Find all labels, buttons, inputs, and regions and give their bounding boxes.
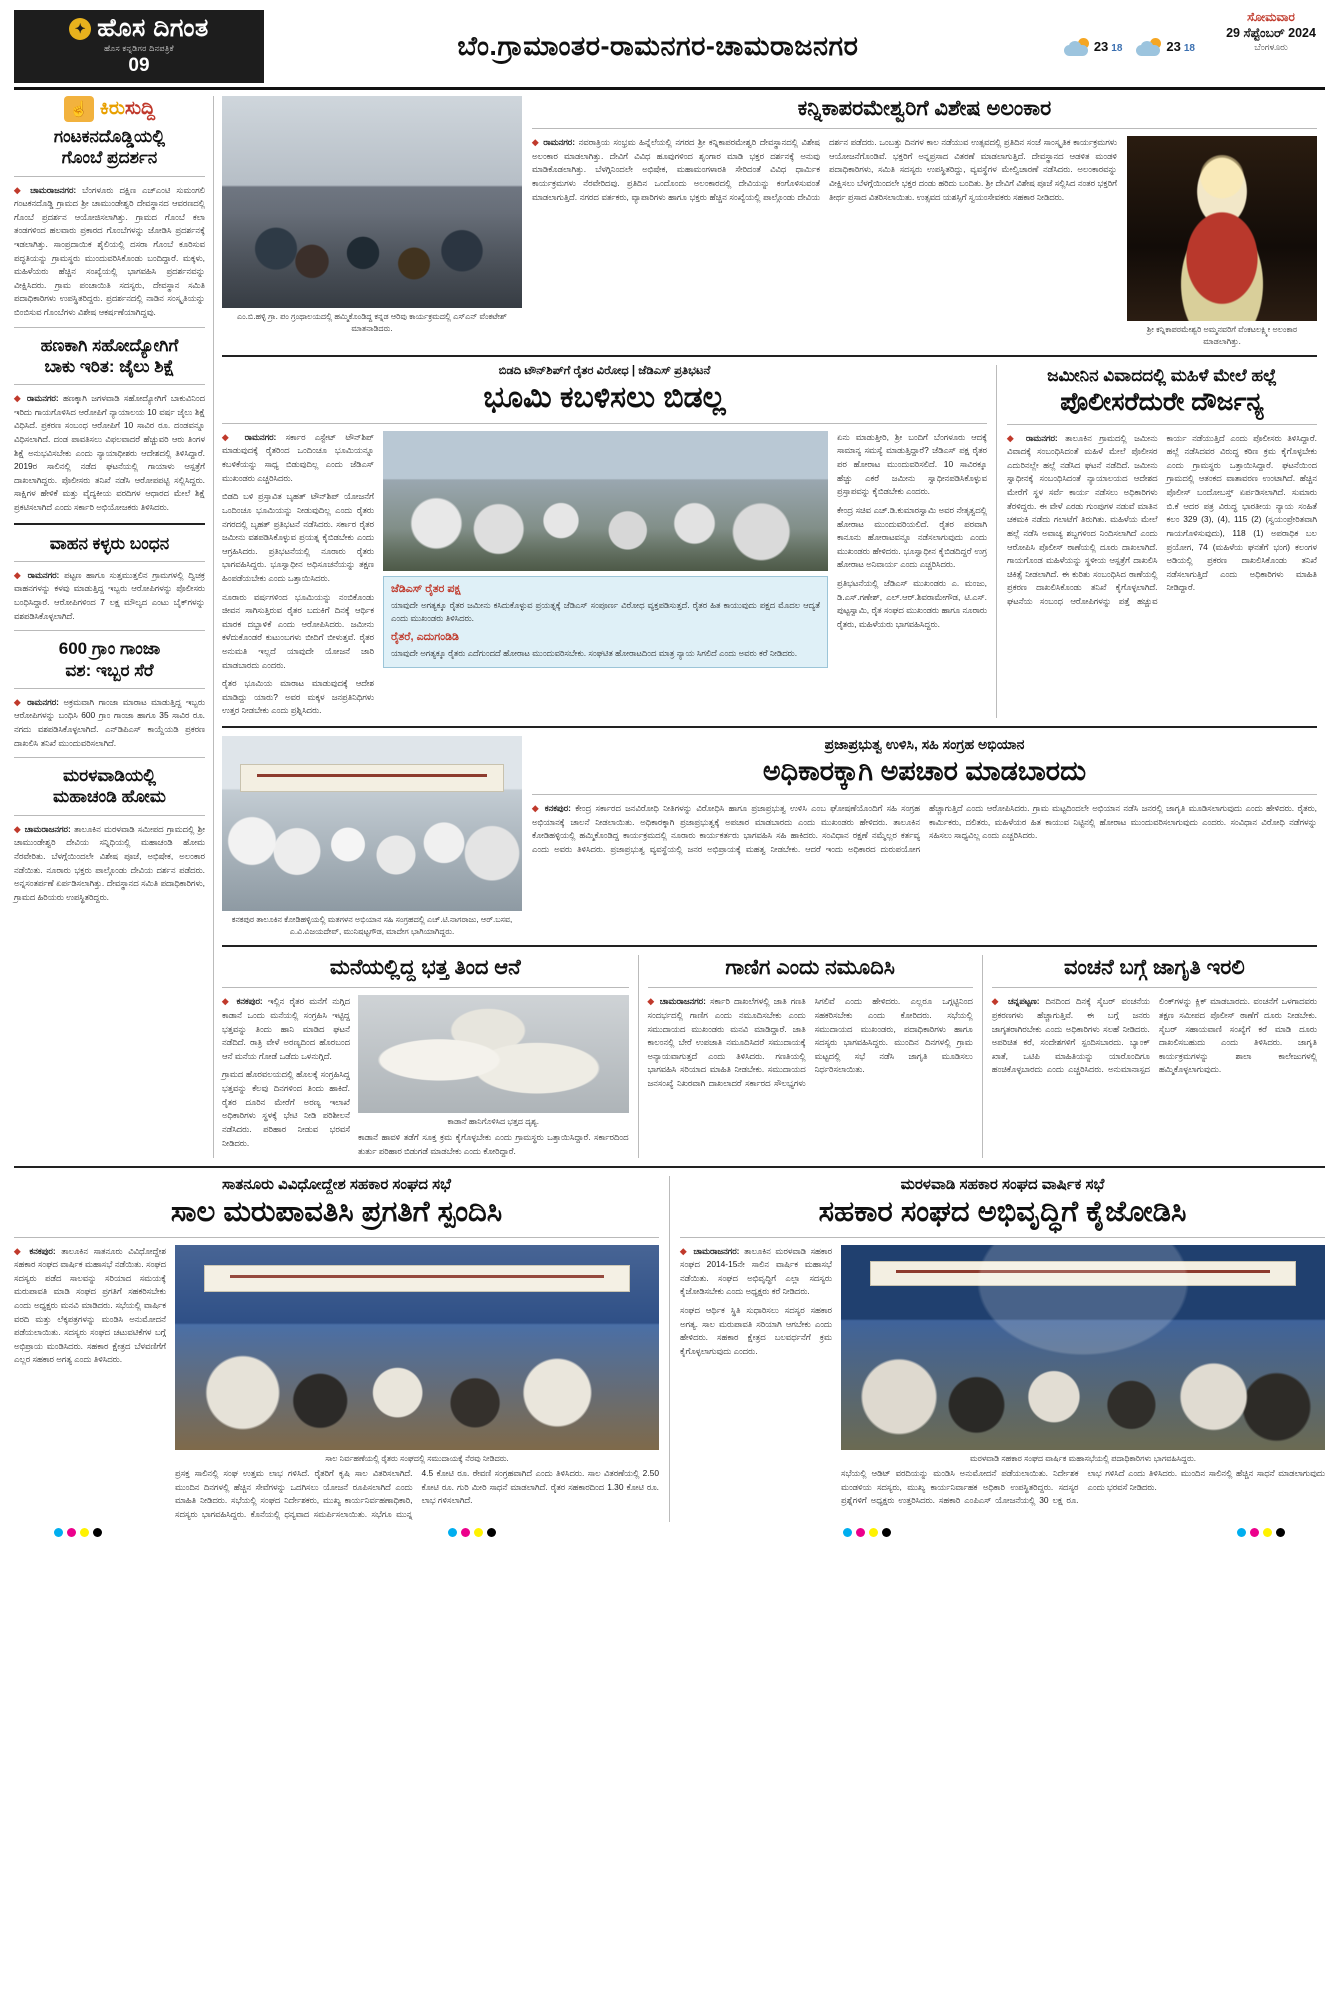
story-alankara-headline: ಕನ್ನಿಕಾಪರಮೇಶ್ವರಿಗೆ ವಿಶೇಷ ಅಲಂಕಾರ (797, 97, 1052, 120)
story-bhoomi-body-6: ಕೇಂದ್ರ ಸಚಿವ ಎಚ್.ಡಿ.ಕುಮಾರಸ್ವಾಮಿ ಅವರ ನೇತೃತ್ವದಲ್ಲಿ ಹೋರಾಟ ಮುಂದುವರಿಯಲಿದೆ. ರೈತರ ಪರವಾಗಿ ಕಾನೂನು ಹೋರಾಟವನ್ನೂ ನಡೆಸಲಾಗುವುದು ಎಂದು ಮುಖಂಡರು ಹೇಳಿದರು. ಭೂಸ್ವಾಧೀನ ಕೈಬಿಡದಿದ್ದರೆ ಉಗ್ರ ಹೋರಾಟ ಅನಿವಾರ್ಯ ಎಂದು ಎಚ್ಚರಿಸಿದರು. (837, 504, 987, 570)
brief-body: ಬೆಂಗಳೂರು ದಕ್ಷಿಣ ಎಚ್‌ಎಂಟಿ ಸುಮಂಗಲಿ ಗಂಟಕನದೊಡ್ಡಿ ಗ್ರಾಮದ ಶ್ರೀ ಚಾಮುಂಡೇಶ್ವರಿ ದೇವಸ್ಥಾನದ ಆವರಣದಲ್ಲಿ ಗೊಂಬೆ ಪ್ರದರ್ಶನ ಆಯೋಜಿಸಲಾಗಿತ್ತು. ಗ್ರಾಮದ ಗೊಂಬೆ ಕಲಾ ತಂಡಗಳಿಂದ ಹಲವಾರು ಪ್ರಕಾರದ ಗೊಂಬೆಗಳನ್ನು ಜೋಡಿಸಿ ಪ್ರದರ್ಶನಕ್ಕೆ ಇಡಲಾಗಿತ್ತು. ಸಾಂಪ್ರದಾಯಿಕ ಶೈಲಿಯಲ್ಲಿ ದಸರಾ ಗೊಂಬೆ ಕೂರಿಸುವ ಪದ್ಧತಿಯನ್ನು ಗ್ರಾಮಸ್ಥರು ಮುಂದುವರಿಸಿಕೊಂಡು ಬಂದಿದ್ದಾರೆ. ಮಕ್ಕಳು, ಮಹಿಳೆಯರು ಹೆಚ್ಚಿನ ಸಂಖ್ಯೆಯಲ್ಲಿ ಭಾಗವಹಿಸಿ ಪ್ರದರ್ಶನವನ್ನು ವೀಕ್ಷಿಸಿದರು. ಗ್ರಾಮ ಪಂಚಾಯಿತಿ ಸದಸ್ಯರು, ದೇವಸ್ಥಾನ ಸಮಿತಿ ಪದಾಧಿಕಾರಿಗಳು ಉಪಸ್ಥಿತರಿದ್ದರು. ಪ್ರದರ್ಶನದಲ್ಲಿ ನಾಡಿನ ಸಂಸ್ಕೃತಿಯನ್ನು ಬಿಂಬಿಸುವ ಗೊಂಬೆಗಳು ವಿಶೇಷ ಆಕರ್ಷಣೆಯಾಗಿದ್ದವು. (14, 184, 206, 317)
row-two (222, 365, 1317, 718)
brief-dateline: ರಾಮನಗರ: (27, 569, 60, 580)
story-fraud: ವಂಚನೆ ಬಗ್ಗೆ ಜಾಗೃತಿ ಇರಲಿ ◆ ಚನ್ನಪಟ್ಟಣ: ದಿನದಿಂದ ದಿನಕ್ಕೆ ಸೈಬರ್ ವಂಚನೆಯ ಪ್ರಕರಣಗಳು ಹೆಚ್ಚಾಗುತ್ತಿವೆ. ಈ ಬಗ್ಗೆ ಜನರು ಜಾಗೃತರಾಗಿರಬೇಕು ಎಂದು ಅಧಿಕಾರಿಗಳು ಸಲಹೆ ನೀಡಿದರು. ಅಪರಿಚಿತ ಕರೆ, ಸಂದೇಶಗಳಿಗೆ ಸ್ಪಂದಿಸಬಾರದು. ಬ್ಯಾಂಕ್ ಖಾತೆ, ಒಟಿಪಿ ಮಾಹಿತಿಯನ್ನು ಯಾರೊಂದಿಗೂ ಹಂಚಿಕೊಳ್ಳಬಾರದು ಎಂದು ಎಚ್ಚರಿಸಿದರು. ಅನುಮಾನಾಸ್ಪದ ಲಿಂಕ್‌ಗಳನ್ನು ಕ್ಲಿಕ್ ಮಾಡಬಾರದು. ವಂಚನೆಗೆ ಒಳಗಾದವರು ತಕ್ಷಣ ಸಮೀಪದ ಪೊಲೀಸ್ ಠಾಣೆಗೆ ದೂರು ನೀಡಬೇಕು. ಸೈಬರ್ ಸಹಾಯವಾಣಿ ಸಂಖ್ಯೆಗೆ ಕರೆ ಮಾಡಿ ದೂರು ದಾಖಲಿಸಬಹುದು ಎಂದು ತಿಳಿಸಿದರು. ಜಾಗೃತಿ ಕಾರ್ಯಕ್ರಮಗಳನ್ನು ಶಾಲಾ ಕಾಲೇಜುಗಳಲ್ಲಿ ಹಮ್ಮಿಕೊಳ್ಳಲಾಗುವುದು. (991, 956, 1317, 1075)
publication-title: ಹೊಸ ದಿಗಂತ (97, 14, 209, 42)
story-bhoomi-body-3: ನೂರಾರು ವರ್ಷಗಳಿಂದ ಭೂಮಿಯನ್ನು ನಂಬಿಕೊಂಡು ಜೀವನ ಸಾಗಿಸುತ್ತಿರುವ ರೈತರ ಬದುಕಿಗೆ ದಿನಕ್ಕೆ ಆರ್ಥಿಕ ಮಾರಕ ದಬ್ಬಾಳಿಕೆ ಎಂದು ಆರೋಪಿಸಿದರು. ಜಮೀನು ಕಳೆದುಕೊಂಡರೆ ಕುಟುಂಬಗಳು ಬೀದಿಗೆ ಬೀಳುತ್ತವೆ. ರೈತರ ಅನುಮತಿ ಇಲ್ಲದೆ ಯಾವುದೇ ಯೋಜನೆ ಜಾರಿ ಮಾಡಬಾರದು ಎಂದರು. (222, 591, 374, 670)
story-alankara: ಕನ್ನಿಕಾಪರಮೇಶ್ವರಿಗೆ ವಿಶೇಷ ಅಲಂಕಾರ ◆ ರಾಮನಗರ: ನವರಾತ್ರಿಯ ಸಂಭ್ರಮ ಹಿನ್ನೆಲೆಯಲ್ಲಿ ನಗರದ ಶ್ರೀ ಕನ್ನಿಕಾಪರಮೇಶ್ವರಿ ದೇವಸ್ಥಾನದಲ್ಲಿ ವಿಶೇಷ ಅಲಂಕಾರ ಮಾಡಲಾಗಿತ್ತು. ದೇವಿಗೆ ವಿವಿಧ ಹೂವುಗಳಿಂದ ಶೃಂಗಾರ ಮಾಡಿ ಭಕ್ತರ ದರ್ಶನಕ್ಕೆ ಅನುವು ಮಾಡಿಕೊಡಲಾಗಿತ್ತು. ಬೆಳಗ್ಗಿನಿಂದಲೇ ಅಭಿಷೇಕ, ಮಹಾಮಂಗಳಾರತಿ ಸೇರಿದಂತೆ ವಿವಿಧ ಧಾರ್ಮಿಕ ಕಾರ್ಯಕ್ರಮಗಳು ನೆರವೇರಿದವು. ಪ್ರತಿದಿನ ಒಂದೊಂದು ಅಲಂಕಾರದಲ್ಲಿ ದೇವಿಯನ್ನು ಕಂಗೊಳಿಸುವಂತೆ ಮಾಡಲಾಗುತ್ತಿದೆ. ನಗರದ ವರ್ತಕರು, ವ್ಯಾಪಾರಿಗಳು ಹಾಗೂ ಭಕ್ತರು ಹೆಚ್ಚಿನ ಸಂಖ್ಯೆಯಲ್ಲಿ ಪಾಲ್ಗೊಂಡು ದೇವಿಯ ದರ್ಶನ ಪಡೆದರು. ಒಂಬತ್ತು ದಿನಗಳ ಕಾಲ ನಡೆಯುವ ಉತ್ಸವದಲ್ಲಿ ಪ್ರತಿದಿನ ಸಂಜೆ ಸಾಂಸ್ಕೃತಿಕ ಕಾರ್ಯಕ್ರಮಗಳು ಆಯೋಜನೆಗೊಂಡಿವೆ. ಭಕ್ತರಿಗೆ ಅನ್ನಪ್ರಸಾದ ವಿತರಣೆ ಮಾಡಲಾಗುತ್ತಿದೆ. ದೇವಸ್ಥಾನದ ಆಡಳಿತ ಮಂಡಳಿ ಪದಾಧಿಕಾರಿಗಳು, ಸಮಿತಿ ಸದಸ್ಯರು ಉಪಸ್ಥಿತರಿದ್ದು, ವ್ಯವಸ್ಥೆಗಳ ಮೇಲ್ವಿಚಾರಣೆ ನಡೆಸಿದರು. ಅಲಂಕಾರವನ್ನು ವೀಕ್ಷಿಸಲು ಬೆಳಗ್ಗೆಯಿಂದಲೇ ಭಕ್ತರ ದಂಡು ಹರಿದು ಬಂದಿತು. ಶ್ರೀ ದೇವಿಗೆ ವಿಶೇಷ ಪೂಜೆ ಸಲ್ಲಿಸಿದ ನಂತರ ಭಕ್ತರಿಗೆ ತೀರ್ಥ ಪ್ರಸಾದ ವಿತರಿಸಲಾಯಿತು. ಉತ್ಸವದ ಯಶಸ್ಸಿಗೆ ಸ್ವಯಂಸೇವಕರು ಸಹಕಾರ ನೀಡಿದರು. ಶ್ರೀ ಕನ್ನಿಕಾಪರಮೇಶ್ವರಿ ಅಮ್ಮನವರಿಗೆ ವೆಂಕಟಲಕ್ಷ್ಮೀ ಅಲಂಕಾರ ಮಾಡಲಾಗಿತ್ತು. (532, 96, 1317, 347)
dotset-center-2 (843, 1528, 891, 1537)
dotset-right (1237, 1528, 1285, 1537)
story-sathanur-kicker: ಸಾತನೂರು ವಿವಿಧೋದ್ದೇಶ ಸಹಕಾರ ಸಂಘದ ಸಭೆ (222, 1176, 451, 1194)
signature-campaign-photo (222, 736, 522, 911)
signature-campaign-block (222, 736, 522, 937)
story-maralavadi-body-4: ಸಹಕಾರಿ ಎಂಪಿಎಸ್ ಯೋಜನೆಯಲ್ಲಿ 30 ಲಕ್ಷ ರೂ. ಲಾಭ ಗಳಿಸಿದೆ ಎಂದು ತಿಳಿಸಿದರು. ಮುಂದಿನ ಸಾಲಿನಲ್ಲಿ ಹೆಚ್ಚಿನ ಸಾಧನೆ ಮಾಡಲಾಗುವುದು ಎಂದು ಭರವಸೆ ನೀಡಿದರು. (938, 1468, 1325, 1506)
story-maralavadi-body-3: ಸಭೆಯಲ್ಲಿ ಆಡಿಟ್ ವರದಿಯನ್ನು ಮಂಡಿಸಿ ಅನುಮೋದನೆ ಪಡೆಯಲಾಯಿತು. ನಿರ್ದೇಶಕ ಮಂಡಳಿಯ ಸದಸ್ಯರು, ಮುಖ್ಯ ಕಾರ್ಯನಿರ್ವಾಹಕ ಅಧಿಕಾರಿ ಉಪಸ್ಥಿತರಿದ್ದರು. ಸದಸ್ಯರ ಪ್ರಶ್ನೆಗಳಿಗೆ ಅಧ್ಯಕ್ಷರು ಉತ್ತರಿಸಿದರು. (841, 1468, 1079, 1506)
story-maralavadi-body: ತಾಲೂಕಿನ ಮರಳವಾಡಿ ಸಹಕಾರ ಸಂಘದ 2014-15ನೇ ಸಾಲಿನ ವಾರ್ಷಿಕ ಮಹಾಸಭೆ ನಡೆಯಿತು. ಸಂಘದ ಅಭಿವೃದ್ಧಿಗೆ ಎಲ್ಲಾ ಸದಸ್ಯರು ಕೈಜೋಡಿಸಬೇಕು ಎಂದು ಅಧ್ಯಕ್ಷರು ಕರೆ ನೀಡಿದರು. (680, 1245, 833, 1297)
story-fraud-body: ದಿನದಿಂದ ದಿನಕ್ಕೆ ಸೈಬರ್ ವಂಚನೆಯ ಪ್ರಕರಣಗಳು ಹೆಚ್ಚಾಗುತ್ತಿವೆ. ಈ ಬಗ್ಗೆ ಜನರು ಜಾಗೃತರಾಗಿರಬೇಕು ಎಂದು ಅಧಿಕಾರಿಗಳು ಸಲಹೆ ನೀಡಿದರು. (991, 996, 1150, 1034)
page-number: 09 (128, 55, 150, 76)
story-police-body: ತಾಲೂಕಿನ ಗ್ರಾಮದಲ್ಲಿ ಜಮೀನು ವಿವಾದಕ್ಕೆ ಸಂಬಂಧಿಸಿದಂತೆ ಮಹಿಳೆ ಮೇಲೆ ಪೊಲೀಸರ ಎದುರಿನಲ್ಲೇ ಹಲ್ಲೆ ನಡೆಸಿದ ಘಟನೆ ನಡೆದಿದೆ. ಜಮೀನು ಸ್ವಾಧೀನಕ್ಕೆ ಸಂಬಂಧಿಸಿದಂತೆ ನ್ಯಾಯಾಲಯದ ಆದೇಶದ ಮೇರೆಗೆ ಸ್ಥಳ ಸರ್ವೆ ಕಾರ್ಯ ನಡೆಸಲು ಅಧಿಕಾರಿಗಳು ತೆರಳಿದ್ದರು. ಈ ವೇಳೆ ಎರಡು ಗುಂಪುಗಳ ನಡುವೆ ಮಾತಿನ ಚಕಮಕಿ ನಡೆದು ಗಲಾಟೆಗೆ ತಿರುಗಿತು. ಮಹಿಳೆಯ ಮೇಲೆ ಹಲ್ಲೆ ನಡೆಸಿ ಅವಾಚ್ಯ ಶಬ್ದಗಳಿಂದ ನಿಂದಿಸಲಾಗಿದೆ ಎಂದು ಆರೋಪಿಸಿ ಪೊಲೀಸ್ ಠಾಣೆಯಲ್ಲಿ ದೂರು ದಾಖಲಾಗಿದೆ. ಗಾಯಗೊಂಡ ಮಹಿಳೆಯನ್ನು ಸ್ಥಳೀಯ ಆಸ್ಪತ್ರೆಗೆ ದಾಖಲಿಸಿ ಚಿಕಿತ್ಸೆ ನೀಡಲಾಗಿದೆ. ಈ ಕುರಿತು ಸಂಬಂಧಿಸಿದ ಠಾಣೆಯಲ್ಲಿ ಪ್ರಕರಣ ದಾಖಲಿಸಿಕೊಂಡು ತನಿಖೆ ಕೈಗೊಳ್ಳಲಾಗಿದೆ. ಘಟನೆಯ ಸಂಬಂಧ ಆರೋಪಿಗಳನ್ನು ಪತ್ತೆ ಹಚ್ಚುವ ಕಾರ್ಯ ನಡೆಯುತ್ತಿದೆ ಎಂದು ಪೊಲೀಸರು ತಿಳಿಸಿದ್ದಾರೆ. ಹಲ್ಲೆ ನಡೆಸಿದವರ ವಿರುದ್ಧ ಕಠಿಣ ಕ್ರಮ ಕೈಗೊಳ್ಳಬೇಕು ಎಂದು ಗ್ರಾಮಸ್ಥರು ಒತ್ತಾಯಿಸಿದ್ದಾರೆ. ಘಟನೆಯಿಂದ ಗ್ರಾಮದಲ್ಲಿ ಆತಂಕದ ವಾತಾವರಣ ಉಂಟಾಗಿದೆ. ಹೆಚ್ಚಿನ ಪೊಲೀಸ್ ಬಂದೋಬಸ್ತ್ ಏರ್ಪಡಿಸಲಾಗಿದೆ. (1007, 432, 1317, 606)
jds-box-body-2: ಯಾವುದೇ ಅಗತ್ಯಕ್ಕೂ ರೈತರು ಎದೆಗುಂದದೆ ಹೋರಾಟ ಮುಂದುವರಿಸಬೇಕು. ಸಂಘಟಿತ ಹೋರಾಟದಿಂದ ಮಾತ್ರ ನ್ಯಾಯ ಸಿಗಲಿದೆ ಎಂದು ಅವರು ಕರೆ ನೀಡಿದರು. (391, 648, 798, 659)
brief-body: ತಾಲೂಕಿನ ಮರಳವಾಡಿ ಸಮೀಪದ ಗ್ರಾಮದಲ್ಲಿ ಶ್ರೀ ಚಾಮುಂಡೇಶ್ವರಿ ದೇವಿಯ ಸನ್ನಿಧಿಯಲ್ಲಿ ಮಹಾಚಂಡಿ ಹೋಮ ನೆರವೇರಿತು. ಬೆಳಗ್ಗೆಯಿಂದಲೇ ವಿಶೇಷ ಪೂಜೆ, ಅಭಿಷೇಕ, ಅಲಂಕಾರ ನಡೆಯಿತು. ನೂರಾರು ಭಕ್ತರು ಪಾಲ್ಗೊಂಡು ದೇವಿಯ ದರ್ಶನ ಪಡೆದರು. ಅನ್ನಸಂತರ್ಪಣೆ ಏರ್ಪಡಿಸಲಾಗಿತ್ತು. ದೇವಸ್ಥಾನದ ಸಮಿತಿ ಪದಾಧಿಕಾರಿಗಳು, ಗ್ರಾಮದ ಹಿರಿಯರು ಉಪಸ್ಥಿತರಿದ್ದರು. (14, 823, 205, 902)
weather-high-2: 23 (1166, 39, 1181, 54)
jds-box-title-2: ರೈತರೆ, ಎದುಗಂಡಿಡಿ (391, 631, 459, 644)
story-sathanur-body: ತಾಲೂಕಿನ ಸಾತನೂರು ವಿವಿಧೋದ್ದೇಶ ಸಹಕಾರ ಸಂಘದ ವಾರ್ಷಿಕ ಮಹಾಸಭೆ ನಡೆಯಿತು. ಸಂಘದ ಸದಸ್ಯರು ಪಡೆದ ಸಾಲವನ್ನು ಸರಿಯಾದ ಸಮಯಕ್ಕೆ ಮರುಪಾವತಿ ಮಾಡಿ ಸಂಘದ ಪ್ರಗತಿಗೆ ಸಹಕರಿಸಬೇಕು ಎಂದು ಅಧ್ಯಕ್ಷರು ಮನವಿ ಮಾಡಿದರು. ಸಭೆಯಲ್ಲಿ ವಾರ್ಷಿಕ ವರದಿ ಮತ್ತು ಲೆಕ್ಕಪತ್ರಗಳನ್ನು ಮಂಡಿಸಿ ಅನುಮೋದನೆ ಪಡೆಯಲಾಯಿತು. ಸದಸ್ಯರು ಸಂಘದ ಚಟುವಟಿಕೆಗಳ ಬಗ್ಗೆ ಅಭಿಪ್ರಾಯ ಮಂಡಿಸಿದರು. ಸಹಕಾರ ಕ್ಷೇತ್ರದ ಬೆಳವಣಿಗೆಗೆ ಎಲ್ಲರ ಸಹಕಾರ ಅಗತ್ಯ ಎಂದು ತಿಳಿಸಿದರು. (14, 1245, 167, 1365)
story-democracy-dateline: ಕನಕಪುರ: (544, 803, 571, 814)
story-bhoomi-body-5: ಏನು ಮಾಡುತ್ತೀರಿ, ಶ್ರೀ ಬಂದಿಗೆ ಬೆಂಗಳೂರು ಆದಕ್ಕೆ ಸಾಮಾನ್ಯ ಸಮಸ್ಯೆ ಮಾಡುತ್ತಿದ್ದಾರೆ? ಜೆಡಿಎಸ್ ಪಕ್ಷ ರೈತರ ಪರ ಹೋರಾಟ ಮುಂದುವರಿಸಲಿದೆ. 10 ಸಾವಿರಕ್ಕೂ ಹೆಚ್ಚು ಎಕರೆ ಜಮೀನು ಸ್ವಾಧೀನಪಡಿಸಿಕೊಳ್ಳುವ ಪ್ರಸ್ತಾಪವನ್ನು ಕೈಬಿಡಬೇಕು ಎಂದರು. (837, 431, 987, 497)
story-sathanur-headline: ಸಾಲ ಮರುಪಾವತಿಸಿ ಪ್ರಗತಿಗೆ ಸ್ಪಂದಿಸಿ (170, 1196, 503, 1229)
day-of-week: ಸೋಮವಾರ (1247, 10, 1295, 24)
story-sathanur-body-3: ಸಭೆಯಲ್ಲಿ ಸಂಘದ ನಿರ್ದೇಶಕರು, ಮುಖ್ಯ ಕಾರ್ಯನಿರ್ವಹಣಾಧಿಕಾರಿ, ಸದಸ್ಯರು ಭಾಗವಹಿಸಿದ್ದರು. ಕೊನೆಯಲ್ಲಿ ಧನ್ಯವಾದ ಸಮರ್ಪಿಸಲಾಯಿತು. (175, 1495, 413, 1520)
maralavadi-meeting-photo (841, 1245, 1325, 1450)
brief-item-4: 600 ಗ್ರಾಂ ಗಾಂಜಾ ವಶ: ಇಬ್ಬರ ಸೆರೆ ◆ ರಾಮನಗರ: ಅಕ್ರಮವಾಗಿ ಗಾಂಜಾ ಮಾರಾಟ ಮಾಡುತ್ತಿದ್ದ ಇಬ್ಬರು ಆರೋಪಿಗಳನ್ನು ಬಂಧಿಸಿ 600 ಗ್ರಾಂ ಗಾಂಜಾ ಹಾಗೂ 35 ಸಾವಿರ ರೂ. ನಗದು ವಶಪಡಿಸಿಕೊಳ್ಳಲಾಗಿದೆ. ಎನ್‌ಡಿಪಿಎಸ್ ಕಾಯ್ದೆಯಡಿ ಪ್ರಕರಣ ದಾಖಲಿಸಿ ತನಿಖೆ ಮುಂದುವರಿಸಲಾಗಿದೆ. (14, 639, 206, 748)
registration-marks (14, 1522, 1325, 1537)
story-alankara-body: ನವರಾತ್ರಿಯ ಸಂಭ್ರಮ ಹಿನ್ನೆಲೆಯಲ್ಲಿ ನಗರದ ಶ್ರೀ ಕನ್ನಿಕಾಪರಮೇಶ್ವರಿ ದೇವಸ್ಥಾನದಲ್ಲಿ ವಿಶೇಷ ಅಲಂಕಾರ ಮಾಡಲಾಗಿತ್ತು. ದೇವಿಗೆ ವಿವಿಧ ಹೂವುಗಳಿಂದ ಶೃಂಗಾರ ಮಾಡಿ ಭಕ್ತರ ದರ್ಶನಕ್ಕೆ ಅನುವು ಮಾಡಿಕೊಡಲಾಗಿತ್ತು. ಬೆಳಗ್ಗಿನಿಂದಲೇ ಅಭಿಷೇಕ, ಮಹಾಮಂಗಳಾರತಿ ಸೇರಿದಂತೆ ವಿವಿಧ ಧಾರ್ಮಿಕ ಕಾರ್ಯಕ್ರಮಗಳು ನೆರವೇರಿದವು. ಪ್ರತಿದಿನ ಒಂದೊಂದು ಅಲಂಕಾರದಲ್ಲಿ ದೇವಿಯನ್ನು ಕಂಗೊಳಿಸುವಂತೆ ಮಾಡಲಾಗುತ್ತಿದೆ. ನಗರದ ವರ್ತಕರು, ವ್ಯಾಪಾರಿಗಳು ಹಾಗೂ ಭಕ್ತರು ಹೆಚ್ಚಿನ ಸಂಖ್ಯೆಯಲ್ಲಿ ಪಾಲ್ಗೊಂಡು ದೇವಿಯ ದರ್ಶನ ಪಡೆದರು. ಒಂಬತ್ತು ದಿನಗಳ ಕಾಲ ನಡೆಯುವ ಉತ್ಸವದಲ್ಲಿ ಪ್ರತಿದಿನ ಸಂಜೆ ಸಾಂಸ್ಕೃತಿಕ ಕಾರ್ಯಕ್ರಮಗಳು ಆಯೋಜನೆಗೊಂಡಿವೆ. ಭಕ್ತರಿಗೆ ಅನ್ನಪ್ರಸಾದ ವಿತರಣೆ ಮಾಡಲಾಗುತ್ತಿದೆ. ದೇವಸ್ಥಾನದ ಆಡಳಿತ ಮಂಡಳಿ ಪದಾಧಿಕಾರಿಗಳು, ಸಮಿತಿ ಸದಸ್ಯರು ಉಪಸ್ಥಿತರಿದ್ದು, ವ್ಯವಸ್ಥೆಗಳ ಮೇಲ್ವಿಚಾರಣೆ ನಡೆಸಿದರು. ಅಲಂಕಾರವನ್ನು ವೀಕ್ಷಿಸಲು ಬೆಳಗ್ಗೆಯಿಂದಲೇ ಭಕ್ತರ ದಂಡು ಹರಿದು ಬಂದಿತು. ಶ್ರೀ ದೇವಿಗೆ ವಿಶೇಷ ಪೂಜೆ ಸಲ್ಲಿಸಿದ ನಂತರ ಭಕ್ತರಿಗೆ ತೀರ್ಥ ಪ್ರಸಾದ ವಿತರಿಸಲಾಯಿತು. ಉತ್ಸವದ ಯಶಸ್ಸಿಗೆ ಸ್ವಯಂಸೇವಕರು ಸಹಕಾರ ನೀಡಿದರು. (532, 137, 1117, 202)
brief-title: ಮರಳವಾಡಿಯಲ್ಲಿ ಮಹಾಚಂಡಿ ಹೋಮ (53, 766, 166, 807)
story-sathanur-body-4: ಸಭೆಗೂ ಮುನ್ನ 4.5 ಕೋಟಿ ರೂ. ಠೇವಣಿ ಸಂಗ್ರಹವಾಗಿದೆ ಎಂದು ತಿಳಿಸಿದರು. ಸಾಲ ವಿತರಣೆಯಲ್ಲಿ 2.50 ಕೋಟಿ ರೂ. ಗುರಿ ಮೀರಿ ಸಾಧನೆ ಮಾಡಲಾಗಿದೆ. ರೈತರ ಸಹಕಾರದಿಂದ 1.30 ಕೋಟಿ ರೂ. ಲಾಭ ಗಳಿಸಲಾಗಿದೆ. (371, 1468, 659, 1520)
signature-campaign-caption: ಕನಕಪುರ ತಾಲೂಕಿನ ಕೋಡಿಹಳ್ಳಿಯಲ್ಲಿ ಮತಗಳನ ಅಭಿಯಾನ ಸಹಿ ಸಂಗ್ರಹದಲ್ಲಿ ಎಚ್.ಟಿ.ನಾಗರಾಜು, ಆರ್.ಬಸವ, ಎ.ವಿ.ವಿಜಯದೇವ್, ಮುನಿಷಟ್ಟಗೌಡ, ಮಾದೇಗ ಭಾಗಿಯಾಗಿದ್ದರು. (231, 915, 513, 936)
story-sathanur-caption: ಸಾಲ ನಿರ್ವಹಣೆಯಲ್ಲಿ ರೈತರು ಸಂಘದಲ್ಲಿ ಸಮುದಾಯಕ್ಕೆ ನೆರವು ನೀಡಿದರು. (325, 1453, 509, 1463)
story-maralavadi-headline: ಸಹಕಾರ ಸಂಘದ ಅಭಿವೃದ್ಧಿಗೆ ಕೈಜೋಡಿಸಿ (818, 1196, 1187, 1229)
story-fraud-headline: ವಂಚನೆ ಬಗ್ಗೆ ಜಾಗೃತಿ ಇರಲಿ (1064, 956, 1245, 980)
masthead (14, 10, 1325, 90)
dotset-center (448, 1528, 496, 1537)
row-three (222, 736, 1317, 937)
story-democracy: ಪ್ರಜಾಪ್ರಭುತ್ವ ಉಳಿಸಿ, ಸಹಿ ಸಂಗ್ರಹ ಅಭಿಯಾನ ಅಧಿಕಾರಕ್ಕಾಗಿ ಅಪಚಾರ ಮಾಡಬಾರದು ◆ ಕನಕಪುರ: ಕೇಂದ್ರ ಸರ್ಕಾರದ ಜನವಿರೋಧಿ ನೀತಿಗಳನ್ನು ವಿರೋಧಿಸಿ ಹಾಗೂ ಪ್ರಜಾಪ್ರಭುತ್ವ ಉಳಿಸಿ ಎಂಬ ಘೋಷಣೆಯೊಂದಿಗೆ ಸಹಿ ಸಂಗ್ರಹ ಅಭಿಯಾನಕ್ಕೆ ಚಾಲನೆ ನೀಡಲಾಯಿತು. ಅಧಿಕಾರಕ್ಕಾಗಿ ಪ್ರಜಾಪ್ರಭುತ್ವಕ್ಕೆ ಅಪಚಾರ ಮಾಡಬಾರದು ಎಂದು ಮುಖಂಡರು ಹೇಳಿದರು. ತಾಲೂಕಿನ ಕೋಡಿಹಳ್ಳಿಯಲ್ಲಿ ಹಮ್ಮಿಕೊಂಡಿದ್ದ ಕಾರ್ಯಕ್ರಮದಲ್ಲಿ ನೂರಾರು ಕಾರ್ಯಕರ್ತರು ಭಾಗವಹಿಸಿ ಸಹಿ ಹಾಕಿದರು. ಸಂವಿಧಾನ ರಕ್ಷಣೆ ನಮ್ಮೆಲ್ಲರ ಕರ್ತವ್ಯ ಎಂದು ಅವರು ತಿಳಿಸಿದರು. ಪ್ರಜಾಪ್ರಭುತ್ವ ವ್ಯವಸ್ಥೆಯಲ್ಲಿ ಜನರ ಅಭಿಪ್ರಾಯಕ್ಕೆ ಮಹತ್ವ ನೀಡಬೇಕು. ಆದರೆ ಇಂದು ಅಧಿಕಾರದ ದುರುಪಯೋಗ ಹೆಚ್ಚಾಗುತ್ತಿದೆ ಎಂದು ಆರೋಪಿಸಿದರು. ಗ್ರಾಮ ಮಟ್ಟದಿಂದಲೇ ಅಭಿಯಾನ ನಡೆಸಿ ಜನರಲ್ಲಿ ಜಾಗೃತಿ ಮೂಡಿಸಲಾಗುವುದು ಎಂದು ಹೇಳಿದರು. ರೈತರು, ಕಾರ್ಮಿಕರು, ದಲಿತರು, ಮಹಿಳೆಯರ ಹಿತ ಕಾಯುವ ನಿಟ್ಟಿನಲ್ಲಿ ಹೋರಾಟ ಮುಂದುವರಿಸಲಾಗುವುದು ಎಂದರು. ಸಂವಿಧಾನ ವಿರೋಧಿ ನಡೆಗಳನ್ನು ಸಹಿಸಲು ಸಾಧ್ಯವಿಲ್ಲ ಎಂದು ಎಚ್ಚರಿಸಿದರು. (532, 736, 1317, 854)
sathanur-meeting-photo (175, 1245, 659, 1450)
brief-title: ಗಂಟಕನದೊಡ್ಡಿಯಲ್ಲಿ ಗೊಂಬೆ ಪ್ರದರ್ಶನ (53, 127, 166, 168)
story-fraud-dateline: ಚನ್ನಪಟ್ಟಣ: (1007, 996, 1040, 1007)
story-alankara-dateline: ರಾಮನಗರ: (543, 137, 576, 148)
hand-pointer-icon: ☝ (64, 96, 94, 122)
story-maralavadi: ಮರಳವಾಡಿ ಸಹಕಾರ ಸಂಘದ ವಾರ್ಷಿಕ ಸಭೆ ಸಹಕಾರ ಸಂಘದ ಅಭಿವೃದ್ಧಿಗೆ ಕೈಜೋಡಿಸಿ ◆ ಚಾಮರಾಜನಗರ: ತಾಲೂಕಿನ ಮರಳವಾಡಿ ಸಹಕಾರ ಸಂಘದ 2014-15ನೇ ಸಾಲಿನ ವಾರ್ಷಿಕ ಮಹಾಸಭೆ ನಡೆಯಿತು. ಸಂಘದ ಅಭಿವೃದ್ಧಿಗೆ ಎಲ್ಲಾ ಸದಸ್ಯರು ಕೈಜೋಡಿಸಬೇಕು ಎಂದು ಅಧ್ಯಕ್ಷರು ಕರೆ ನೀಡಿದರು. ಸಂಘದ ಆರ್ಥಿಕ ಸ್ಥಿತಿ ಸುಧಾರಿಸಲು ಸದಸ್ಯರ ಸಹಕಾರ ಅಗತ್ಯ. ಸಾಲ ಮರುಪಾವತಿ ಸರಿಯಾಗಿ ಆಗಬೇಕು ಎಂದು ಹೇಳಿದರು. ಸಹಕಾರ ಕ್ಷೇತ್ರದ ಬಲವರ್ಧನೆಗೆ ಕ್ರಮ ಕೈಗೊಳ್ಳಲಾಗುವುದು ಎಂದರು. ಮರಳವಾಡಿ ಸಹಕಾರ ಸಂಘದ ವಾರ್ಷಿಕ ಮಹಾಸಭೆಯಲ್ಲಿ ಪದಾಧಿಕಾರಿಗಳು ಭಾಗವಹಿಸಿದ್ದರು. ಸಭೆಯಲ್ಲಿ ಆಡಿಟ್ ವರದಿಯನ್ನು ಮಂಡಿಸಿ ಅನುಮೋದನೆ ಪಡೆಯಲಾಯಿತು. ನಿರ್ದೇಶಕ ಮಂಡಳಿಯ ಸದಸ್ಯರು, ಮುಖ್ಯ ಕಾರ್ಯನಿರ್ವಾಹಕ ಅಧಿಕಾರಿ ಉಪಸ್ಥಿತರಿದ್ದರು. ಸದಸ್ಯರ ಪ್ರಶ್ನೆಗಳಿಗೆ ಅಧ್ಯಕ್ಷರು ಉತ್ತರಿಸಿದರು. ಸಹಕಾರಿ ಎಂಪಿಎಸ್ ಯೋಜನೆಯಲ್ಲಿ 30 ಲಕ್ಷ ರೂ. ಲಾಭ ಗಳಿಸಿದೆ ಎಂದು ತಿಳಿಸಿದರು. ಮುಂದಿನ ಸಾಲಿನಲ್ಲಿ ಹೆಚ್ಚಿನ ಸಾಧನೆ ಮಾಡಲಾಗುವುದು ಎಂದು ಭರವಸೆ ನೀಡಿದರು. (680, 1176, 1325, 1506)
farmers-protest-photo (383, 431, 828, 571)
story-police-headline: ಪೊಲೀಸರೆದುರೇ ದೌರ್ಜನ್ಯ (1060, 387, 1264, 416)
sun-cloud-icon (1136, 38, 1162, 56)
row-top (14, 96, 1325, 1158)
story-police-dateline: ರಾಮನಗರ: (1025, 432, 1058, 443)
story-bhoomi-body-2: ಬಿಡದಿ ಬಳಿ ಪ್ರಸ್ತಾವಿತ ಬೃಹತ್ ಟೌನ್‌ಶಿಪ್ ಯೋಜನೆಗೆ ಒಂದಿಂಚೂ ಭೂಮಿಯನ್ನು ನೀಡುವುದಿಲ್ಲ ಎಂದು ರೈತರು ನಗರದಲ್ಲಿ ಬೃಹತ್ ಪ್ರತಿಭಟನೆ ನಡೆಸಿದರು. ಸರ್ಕಾರ ರೈತರ ಜಮೀನು ವಶಪಡಿಸಿಕೊಳ್ಳುವ ಪ್ರಯತ್ನ ಕೈಬಿಡಬೇಕು ಎಂದು ಆಗ್ರಹಿಸಿದರು. ಪ್ರತಿಭಟನೆಯಲ್ಲಿ ನೂರಾರು ರೈತರು ಭಾಗವಹಿಸಿದ್ದರು. ಭೂಸ್ವಾಧೀನ ಅಧಿಸೂಚನೆಯನ್ನು ತಕ್ಷಣ ಹಿಂಪಡೆಯಬೇಕು ಎಂದು ಒತ್ತಾಯಿಸಿದರು. (222, 491, 374, 583)
brief-body: ಪಟ್ಟಣ ಹಾಗೂ ಸುತ್ತಮುತ್ತಲಿನ ಗ್ರಾಮಗಳಲ್ಲಿ ದ್ವಿಚಕ್ರ ವಾಹನಗಳನ್ನು ಕಳವು ಮಾಡುತ್ತಿದ್ದ ಇಬ್ಬರು ಆರೋಪಿಗಳನ್ನು ಪೊಲೀಸರು ಬಂಧಿಸಿದ್ದಾರೆ. ಆರೋಪಿಗಳಿಂದ 7 ಲಕ್ಷ ಮೌಲ್ಯದ ಎಂಟು ಬೈಕ್‌ಗಳನ್ನು ವಶಪಡಿಸಿಕೊಳ್ಳಲಾಗಿದೆ. (14, 569, 205, 621)
meeting-photo-block (222, 96, 522, 347)
edition-city: ಬೆಂಗಳೂರು (1254, 42, 1288, 52)
brief-dateline: ಚಾಮರಾಜನಗರ: (30, 184, 77, 195)
jds-highlight-box (383, 576, 828, 668)
weather-low-2: 18 (1183, 43, 1195, 54)
row-bottom (14, 1176, 1325, 1521)
brief-body: ಹಣಕ್ಕಾಗಿ ಜಗಳವಾಡಿ ಸಹೋದ್ಯೋಗಿಗೆ ಬಾಕುವಿನಿಂದ ಇರಿದು ಗಾಯಗೊಳಿಸಿದ ಆರೋಪಿಗೆ ನ್ಯಾಯಾಲಯ 10 ವರ್ಷ ಜೈಲು ಶಿಕ್ಷೆ ವಿಧಿಸಿದೆ. ಪ್ರಕರಣ ಸಂಬಂಧ ಆರೋಪಿಗೆ 10 ಸಾವಿರ ರೂ. ದಂಡವನ್ನೂ ವಿಧಿಸಲಾಗಿದೆ. ದಂಡ ಪಾವತಿಸಲು ವಿಫಲವಾದರೆ ಹೆಚ್ಚುವರಿ ಆರು ತಿಂಗಳ ಶಿಕ್ಷೆ ಅನುಭವಿಸಬೇಕು ಎಂದು ನ್ಯಾಯಾಧೀಶರು ಆದೇಶದಲ್ಲಿ ತಿಳಿಸಿದ್ದಾರೆ. 2019ರ ಸಾಲಿನಲ್ಲಿ ನಡೆದ ಘಟನೆಯಲ್ಲಿ ಗಾಯಾಳು ಆಸ್ಪತ್ರೆಗೆ ದಾಖಲಾಗಿದ್ದರು. ಪೊಲೀಸರು ತನಿಖೆ ನಡೆಸಿ ಆರೋಪಪಟ್ಟಿ ಸಲ್ಲಿಸಿದ್ದರು. ಸಾಕ್ಷಿಗಳ ಹೇಳಿಕೆ ಮತ್ತು ವೈದ್ಯಕೀಯ ವರದಿಗಳ ಆಧಾರದ ಮೇಲೆ ಶಿಕ್ಷೆ ಪ್ರಕಟಿಸಲಾಗಿದೆ ಎಂದು ಸರ್ಕಾರಿ ಅಭಿಯೋಜಕರು ತಿಳಿಸಿದರು. (14, 393, 205, 512)
damaged-paddy-photo (358, 995, 629, 1113)
campaign-banner (240, 764, 504, 792)
story-maralavadi-body-2: ಸಂಘದ ಆರ್ಥಿಕ ಸ್ಥಿತಿ ಸುಧಾರಿಸಲು ಸದಸ್ಯರ ಸಹಕಾರ ಅಗತ್ಯ. ಸಾಲ ಮರುಪಾವತಿ ಸರಿಯಾಗಿ ಆಗಬೇಕು ಎಂದು ಹೇಳಿದರು. ಸಹಕಾರ ಕ್ಷೇತ್ರದ ಬಲವರ್ಧನೆಗೆ ಕ್ರಮ ಕೈಗೊಳ್ಳಲಾಗುವುದು ಎಂದರು. (680, 1305, 832, 1356)
weather-widget-1 (1064, 38, 1123, 56)
meeting-photo-caption: ಎಂ.ಬಿ.ಹಳ್ಳಿ ಗ್ರಾ. ಪಂ ಗ್ರಂಥಾಲಯದಲ್ಲಿ ಹಮ್ಮಿಕೊಂಡಿದ್ದ ಕನ್ನಡ ಆರಿವು ಕಾರ್ಯಕ್ರಮದಲ್ಲಿ ಎಸ್‌ಎನ್ ವೆಂಕಟೇಶ್ ಮಾತನಾಡಿದರು. (237, 312, 507, 333)
brief-title: 600 ಗ್ರಾಂ ಗಾಂಜಾ ವಶ: ಇಬ್ಬರ ಸೆರೆ (58, 639, 161, 680)
brief-dateline: ರಾಮನಗರ: (26, 393, 59, 404)
story-democracy-headline: ಅಧಿಕಾರಕ್ಕಾಗಿ ಅಪಚಾರ ಮಾಡಬಾರದು (762, 756, 1087, 787)
deity-photo-caption: ಶ್ರೀ ಕನ್ನಿಕಾಪರಮೇಶ್ವರಿ ಅಮ್ಮನವರಿಗೆ ವೆಂಕಟಲಕ್ಷ್ಮೀ ಅಲಂಕಾರ ಮಾಡಲಾಗಿತ್ತು. (1146, 325, 1298, 346)
weather-low-1: 18 (1111, 43, 1123, 54)
story-bhoomi-body-4: ರೈತರ ಭೂಮಿಯ ಮಾರಾಟ ಮಾಡುವುದಕ್ಕೆ ಆದೇಶ ಮಾಡಿದ್ದು ಯಾರು? ಅವರ ಮಕ್ಕಳ ಜನಪ್ರತಿನಿಧಿಗಳು ಉತ್ತರ ನೀಡಬೇಕು ಎಂದು ಪ್ರಶ್ನಿಸಿದರು. (222, 678, 374, 716)
story-ganiga-body-3: ಸಭೆಯಲ್ಲಿ ಸಮುದಾಯದ ಮುಖಂಡರು, ಪದಾಧಿಕಾರಿಗಳು ಹಾಗೂ ಸದಸ್ಯರು ಭಾಗವಹಿಸಿದ್ದರು. ಮುಂದಿನ ದಿನಗಳಲ್ಲಿ ಗ್ರಾಮ ಮಟ್ಟದಲ್ಲಿ ಸಭೆ ನಡೆಸಿ ಜಾಗೃತಿ ಮೂಡಿಸಲು ನಿರ್ಧರಿಸಲಾಯಿತು. (814, 1010, 973, 1075)
dotset-left (54, 1528, 102, 1537)
story-fraud-body-2: ಅಪರಿಚಿತ ಕರೆ, ಸಂದೇಶಗಳಿಗೆ ಸ್ಪಂದಿಸಬಾರದು. ಬ್ಯಾಂಕ್ ಖಾತೆ, ಒಟಿಪಿ ಮಾಹಿತಿಯನ್ನು ಯಾರೊಂದಿಗೂ ಹಂಚಿಕೊಳ್ಳಬಾರದು ಎಂದು ಎಚ್ಚರಿಸಿದರು. ಅನುಮಾನಾಸ್ಪದ ಲಿಂಕ್‌ಗಳನ್ನು ಕ್ಲಿಕ್ ಮಾಡಬಾರದು. (991, 996, 1250, 1075)
story-ganiga-dateline: ಚಾಮರಾಜನಗರ: (659, 996, 706, 1007)
story-fraud-body-3: ವಂಚನೆಗೆ ಒಳಗಾದವರು ತಕ್ಷಣ ಸಮೀಪದ ಪೊಲೀಸ್ ಠಾಣೆಗೆ ದೂರು ನೀಡಬೇಕು. ಸೈಬರ್ ಸಹಾಯವಾಣಿ ಸಂಖ್ಯೆಗೆ ಕರೆ ಮಾಡಿ ದೂರು ದಾಖಲಿಸಬಹುದು ಎಂದು ತಿಳಿಸಿದರು. ಜಾಗೃತಿ ಕಾರ್ಯಕ್ರಮಗಳನ್ನು ಶಾಲಾ ಕಾಲೇಜುಗಳಲ್ಲಿ ಹಮ್ಮಿಕೊಳ್ಳಲಾಗುವುದು. (1158, 996, 1317, 1075)
story-sathanur-body-2: ಪ್ರಸಕ್ತ ಸಾಲಿನಲ್ಲಿ ಸಂಘ ಉತ್ತಮ ಲಾಭ ಗಳಿಸಿದೆ. ರೈತರಿಗೆ ಕೃಷಿ ಸಾಲ ವಿತರಿಸಲಾಗಿದೆ. ಮುಂದಿನ ದಿನಗಳಲ್ಲಿ ಹೆಚ್ಚಿನ ಸೇವೆಗಳನ್ನು ಒದಗಿಸಲು ಯೋಜನೆ ರೂಪಿಸಲಾಗಿದೆ ಎಂದು ಮಾಹಿತಿ ನೀಡಿದರು. (175, 1468, 413, 1506)
story-sathanur-dateline: ಕನಕಪುರ: (29, 1245, 56, 1256)
kirusuddi-column (14, 96, 214, 1158)
brief-dateline: ಚಾಮರಾಜನಗರ: (24, 823, 71, 834)
story-bhoomi-kicker: ಬಿಡದಿ ಟೌನ್‌ಶಿಪ್‌ಗೆ ರೈತರ ವಿರೋಧ | ಜೆಡಿಎಸ್ ಪ್ರತಿಭಟನೆ (498, 365, 711, 378)
weather-widget-2 (1136, 38, 1195, 56)
story-sathanur: ಸಾತನೂರು ವಿವಿಧೋದ್ದೇಶ ಸಹಕಾರ ಸಂಘದ ಸಭೆ ಸಾಲ ಮರುಪಾವತಿಸಿ ಪ್ರಗತಿಗೆ ಸ್ಪಂದಿಸಿ ◆ ಕನಕಪುರ: ತಾಲೂಕಿನ ಸಾತನೂರು ವಿವಿಧೋದ್ದೇಶ ಸಹಕಾರ ಸಂಘದ ವಾರ್ಷಿಕ ಮಹಾಸಭೆ ನಡೆಯಿತು. ಸಂಘದ ಸದಸ್ಯರು ಪಡೆದ ಸಾಲವನ್ನು ಸರಿಯಾದ ಸಮಯಕ್ಕೆ ಮರುಪಾವತಿ ಮಾಡಿ ಸಂಘದ ಪ್ರಗತಿಗೆ ಸಹಕರಿಸಬೇಕು ಎಂದು ಅಧ್ಯಕ್ಷರು ಮನವಿ ಮಾಡಿದರು. ಸಭೆಯಲ್ಲಿ ವಾರ್ಷಿಕ ವರದಿ ಮತ್ತು ಲೆಕ್ಕಪತ್ರಗಳನ್ನು ಮಂಡಿಸಿ ಅನುಮೋದನೆ ಪಡೆಯಲಾಯಿತು. ಸದಸ್ಯರು ಸಂಘದ ಚಟುವಟಿಕೆಗಳ ಬಗ್ಗೆ ಅಭಿಪ್ರಾಯ ಮಂಡಿಸಿದರು. ಸಹಕಾರ ಕ್ಷೇತ್ರದ ಬೆಳವಣಿಗೆಗೆ ಎಲ್ಲರ ಸಹಕಾರ ಅಗತ್ಯ ಎಂದು ತಿಳಿಸಿದರು. ಸಾಲ ನಿರ್ವಹಣೆಯಲ್ಲಿ ರೈತರು ಸಂಘದಲ್ಲಿ ಸಮುದಾಯಕ್ಕೆ ನೆರವು ನೀಡಿದರು. ಪ್ರಸಕ್ತ ಸಾಲಿನಲ್ಲಿ ಸಂಘ ಉತ್ತಮ ಲಾಭ ಗಳಿಸಿದೆ. ರೈತರಿಗೆ ಕೃಷಿ ಸಾಲ ವಿತರಿಸಲಾಗಿದೆ. ಮುಂದಿನ ದಿನಗಳಲ್ಲಿ ಹೆಚ್ಚಿನ ಸೇವೆಗಳನ್ನು ಒದಗಿಸಲು ಯೋಜನೆ ರೂಪಿಸಲಾಗಿದೆ ಎಂದು ಮಾಹಿತಿ ನೀಡಿದರು. ಸಭೆಯಲ್ಲಿ ಸಂಘದ ನಿರ್ದೇಶಕರು, ಮುಖ್ಯ ಕಾರ್ಯನಿರ್ವಹಣಾಧಿಕಾರಿ, ಸದಸ್ಯರು ಭಾಗವಹಿಸಿದ್ದರು. ಕೊನೆಯಲ್ಲಿ ಧನ್ಯವಾದ ಸಮರ್ಪಿಸಲಾಯಿತು. ಸಭೆಗೂ ಮುನ್ನ 4.5 ಕೋಟಿ ರೂ. ಠೇವಣಿ ಸಂಗ್ರಹವಾಗಿದೆ ಎಂದು ತಿಳಿಸಿದರು. ಸಾಲ ವಿತರಣೆಯಲ್ಲಿ 2.50 ಕೋಟಿ ರೂ. ಗುರಿ ಮೀರಿ ಸಾಧನೆ ಮಾಡಲಾಗಿದೆ. ರೈತರ ಸಹಕಾರದಿಂದ 1.30 ಕೋಟಿ ರೂ. ಲಾಭ ಗಳಿಸಲಾಗಿದೆ. (14, 1176, 670, 1521)
sathanur-banner (204, 1265, 630, 1292)
publication-logo (14, 10, 264, 83)
story-police-body-last: ಸುಮಾರು ಬಿ.ಕೆ ಆದರ ಪತ್ರ ವಿರುದ್ಧ ಭಾರತೀಯ ನ್ಯಾಯ ಸಂಹಿತೆ ಕಲಂ 329 (3), (4), 115 (2) (ಸ್ವಯಂಪ್ರೇರಿತವಾಗಿ ಗಾಯಗೊಳಿಸುವುದು), 118 (1) ಅಪರಾಧಿಕ ಬಲ ಪ್ರಯೋಗ, 74 (ಮಹಿಳೆಯ ಘನತೆಗೆ ಭಂಗ) ಕಲಂಗಳ ಅಡಿಯಲ್ಲಿ ಪ್ರಕರಣ ದಾಖಲಿಸಿಕೊಂಡು ತನಿಖೆ ನಡೆಸಲಾಗುತ್ತಿದೆ ಎಂದು ಅಧಿಕಾರಿಗಳು ಮಾಹಿತಿ ನೀಡಿದ್ದಾರೆ. (1166, 487, 1317, 593)
story-police-kicker: ಜಮೀನಿನ ವಿವಾದದಲ್ಲಿ ಮಹಿಳೆ ಮೇಲೆ ಹಲ್ಲೆ (1047, 366, 1277, 386)
kirusuddi-label-1: ಕಿರು (99, 98, 125, 119)
sun-cloud-icon (1064, 38, 1090, 56)
brief-title: ವಾಹನ ಕಳ್ಳರು ಬಂಧನ (49, 533, 170, 553)
date-block (1207, 10, 1325, 83)
brief-item-3: ವಾಹನ ಕಳ್ಳರು ಬಂಧನ ◆ ರಾಮನಗರ: ಪಟ್ಟಣ ಹಾಗೂ ಸುತ್ತಮುತ್ತಲಿನ ಗ್ರಾಮಗಳಲ್ಲಿ ದ್ವಿಚಕ್ರ ವಾಹನಗಳನ್ನು ಕಳವು ಮಾಡುತ್ತಿದ್ದ ಇಬ್ಬರು ಆರೋಪಿಗಳನ್ನು ಪೊಲೀಸರು ಬಂಧಿಸಿದ್ದಾರೆ. ಆರೋಪಿಗಳಿಂದ 7 ಲಕ್ಷ ಮೌಲ್ಯದ ಎಂಟು ಬೈಕ್‌ಗಳನ್ನು ವಶಪಡಿಸಿಕೊಳ್ಳಲಾಗಿದೆ. (14, 533, 205, 621)
publication-tagline: ಹೊಸ ಕನ್ನಡಿಗರ ದಿನಪತ್ರಿಕೆ (104, 44, 174, 53)
weather-group (1052, 10, 1207, 83)
brief-item-5: ಮರಳವಾಡಿಯಲ್ಲಿ ಮಹಾಚಂಡಿ ಹೋಮ ◆ ಚಾಮರಾಜನಗರ: ತಾಲೂಕಿನ ಮರಳವಾಡಿ ಸಮೀಪದ ಗ್ರಾಮದಲ್ಲಿ ಶ್ರೀ ಚಾಮುಂಡೇಶ್ವರಿ ದೇವಿಯ ಸನ್ನಿಧಿಯಲ್ಲಿ ಮಹಾಚಂಡಿ ಹೋಮ ನೆರವೇರಿತು. ಬೆಳಗ್ಗೆಯಿಂದಲೇ ವಿಶೇಷ ಪೂಜೆ, ಅಭಿಷೇಕ, ಅಲಂಕಾರ ನಡೆಯಿತು. ನೂರಾರು ಭಕ್ತರು ಪಾಲ್ಗೊಂಡು ದೇವಿಯ ದರ್ಶನ ಪಡೆದರು. ಅನ್ನಸಂತರ್ಪಣೆ ಏರ್ಪಡಿಸಲಾಗಿತ್ತು. ದೇವಸ್ಥಾನದ ಸಮಿತಿ ಪದಾಧಿಕಾರಿಗಳು, ಗ್ರಾಮದ ಹಿರಿಯರು ಉಪಸ್ಥಿತರಿದ್ದರು. (14, 766, 205, 902)
story-rice-caption: ಕಾಡಾನೆ ಹಾನಿಗೊಳಿಸಿದ ಭತ್ತದ ದೃಶ್ಯ. (447, 1117, 540, 1127)
story-ganiga-headline: ಗಾಣಿಗ ಎಂದು ನಮೂದಿಸಿ (725, 956, 895, 980)
kirusuddi-label-2: ಸುದ್ದಿ (124, 98, 156, 119)
story-ganiga-body-2: ಗಣತಿಯಲ್ಲಿ ಭಾಗವಹಿಸಿ ಸರಿಯಾದ ಮಾಹಿತಿ ನೀಡಬೇಕು. ಸಮುದಾಯದ ಜನಸಂಖ್ಯೆ ನಿಖರವಾಗಿ ದಾಖಲಾದರೆ ಸರ್ಕಾರದ ಸೌಲಭ್ಯಗಳು ಸಿಗಲಿವೆ ಎಂದು ಹೇಳಿದರು. ಎಲ್ಲರೂ ಒಗ್ಗಟ್ಟಿನಿಂದ ಸಹಕರಿಸಬೇಕು ಎಂದು ಕೋರಿದರು. (647, 996, 973, 1089)
story-democracy-body: ಕೇಂದ್ರ ಸರ್ಕಾರದ ಜನವಿರೋಧಿ ನೀತಿಗಳನ್ನು ವಿರೋಧಿಸಿ ಹಾಗೂ ಪ್ರಜಾಪ್ರಭುತ್ವ ಉಳಿಸಿ ಎಂಬ ಘೋಷಣೆಯೊಂದಿಗೆ ಸಹಿ ಸಂಗ್ರಹ ಅಭಿಯಾನಕ್ಕೆ ಚಾಲನೆ ನೀಡಲಾಯಿತು. ಅಧಿಕಾರಕ್ಕಾಗಿ ಪ್ರಜಾಪ್ರಭುತ್ವಕ್ಕೆ ಅಪಚಾರ ಮಾಡಬಾರದು ಎಂದು ಮುಖಂಡರು ಹೇಳಿದರು. ತಾಲೂಕಿನ ಕೋಡಿಹಳ್ಳಿಯಲ್ಲಿ ಹಮ್ಮಿಕೊಂಡಿದ್ದ ಕಾರ್ಯಕ್ರಮದಲ್ಲಿ ನೂರಾರು ಕಾರ್ಯಕರ್ತರು ಭಾಗವಹಿಸಿ ಸಹಿ ಹಾಕಿದರು. ಸಂವಿಧಾನ ರಕ್ಷಣೆ ನಮ್ಮೆಲ್ಲರ ಕರ್ತವ್ಯ ಎಂದು ಅವರು ತಿಳಿಸಿದರು. ಪ್ರಜಾಪ್ರಭುತ್ವ ವ್ಯವಸ್ಥೆಯಲ್ಲಿ ಜನರ ಅಭಿಪ್ರಾಯಕ್ಕೆ ಮಹತ್ವ ನೀಡಬೇಕು. ಆದರೆ ಇಂದು ಅಧಿಕಾರದ ದುರುಪಯೋಗ ಹೆಚ್ಚಾಗುತ್ತಿದೆ ಎಂದು ಆರೋಪಿಸಿದರು. ಗ್ರಾಮ ಮಟ್ಟದಿಂದಲೇ ಅಭಿಯಾನ ನಡೆಸಿ ಜನರಲ್ಲಿ ಜಾಗೃತಿ ಮೂಡಿಸಲಾಗುವುದು ಎಂದು ಹೇಳಿದರು. ರೈತರು, ಕಾರ್ಮಿಕರು, ದಲಿತರು, ಮಹಿಳೆಯರ ಹಿತ ಕಾಯುವ ನಿಟ್ಟಿನಲ್ಲಿ ಹೋರಾಟ ಮುಂದುವರಿಸಲಾಗುವುದು ಎಂದರು. ಸಂವಿಧಾನ ವಿರೋಧಿ ನಡೆಗಳನ್ನು ಸಹಿಸಲು ಸಾಧ್ಯವಿಲ್ಲ ಎಂದು ಎಚ್ಚರಿಸಿದರು. (532, 803, 1317, 854)
story-ganiga-body: ಸರ್ಕಾರಿ ದಾಖಲೆಗಳಲ್ಲಿ ಜಾತಿ ಗಣತಿ ಸಂದರ್ಭದಲ್ಲಿ ಗಾಣಿಗ ಎಂದು ನಮೂದಿಸಬೇಕು ಎಂದು ಸಮುದಾಯದ ಮುಖಂಡರು ಮನವಿ ಮಾಡಿದ್ದಾರೆ. ಜಾತಿ ಕಾಲಂನಲ್ಲಿ ಬೇರೆ ಉಪಜಾತಿ ನಮೂದಿಸಿದರೆ ಸಮುದಾಯಕ್ಕೆ ಅನ್ಯಾಯವಾಗುತ್ತದೆ ಎಂದು ತಿಳಿಸಿದರು. (647, 996, 806, 1061)
story-rice-headline: ಮನೆಯಲ್ಲಿದ್ದ ಭತ್ತ ತಿಂದ ಆನೆ (329, 956, 521, 980)
story-police: ಜಮೀನಿನ ವಿವಾದದಲ್ಲಿ ಮಹಿಳೆ ಮೇಲೆ ಹಲ್ಲೆ ಪೊಲೀಸರೆದುರೇ ದೌರ್ಜನ್ಯ ◆ ರಾಮನಗರ: ತಾಲೂಕಿನ ಗ್ರಾಮದಲ್ಲಿ ಜಮೀನು ವಿವಾದಕ್ಕೆ ಸಂಬಂಧಿಸಿದಂತೆ ಮಹಿಳೆ ಮೇಲೆ ಪೊಲೀಸರ ಎದುರಿನಲ್ಲೇ ಹಲ್ಲೆ ನಡೆಸಿದ ಘಟನೆ ನಡೆದಿದೆ. ಜಮೀನು ಸ್ವಾಧೀನಕ್ಕೆ ಸಂಬಂಧಿಸಿದಂತೆ ನ್ಯಾಯಾಲಯದ ಆದೇಶದ ಮೇರೆಗೆ ಸ್ಥಳ ಸರ್ವೆ ಕಾರ್ಯ ನಡೆಸಲು ಅಧಿಕಾರಿಗಳು ತೆರಳಿದ್ದರು. ಈ ವೇಳೆ ಎರಡು ಗುಂಪುಗಳ ನಡುವೆ ಮಾತಿನ ಚಕಮಕಿ ನಡೆದು ಗಲಾಟೆಗೆ ತಿರುಗಿತು. ಮಹಿಳೆಯ ಮೇಲೆ ಹಲ್ಲೆ ನಡೆಸಿ ಅವಾಚ್ಯ ಶಬ್ದಗಳಿಂದ ನಿಂದಿಸಲಾಗಿದೆ ಎಂದು ಆರೋಪಿಸಿ ಪೊಲೀಸ್ ಠಾಣೆಯಲ್ಲಿ ದೂರು ದಾಖಲಾಗಿದೆ. ಗಾಯಗೊಂಡ ಮಹಿಳೆಯನ್ನು ಸ್ಥಳೀಯ ಆಸ್ಪತ್ರೆಗೆ ದಾಖಲಿಸಿ ಚಿಕಿತ್ಸೆ ನೀಡಲಾಗಿದೆ. ಈ ಕುರಿತು ಸಂಬಂಧಿಸಿದ ಠಾಣೆಯಲ್ಲಿ ಪ್ರಕರಣ ದಾಖಲಿಸಿಕೊಂಡು ತನಿಖೆ ಕೈಗೊಳ್ಳಲಾಗಿದೆ. ಘಟನೆಯ ಸಂಬಂಧ ಆರೋಪಿಗಳನ್ನು ಪತ್ತೆ ಹಚ್ಚುವ ಕಾರ್ಯ ನಡೆಯುತ್ತಿದೆ ಎಂದು ಪೊಲೀಸರು ತಿಳಿಸಿದ್ದಾರೆ. ಹಲ್ಲೆ ನಡೆಸಿದವರ ವಿರುದ್ಧ ಕಠಿಣ ಕ್ರಮ ಕೈಗೊಳ್ಳಬೇಕು ಎಂದು ಗ್ರಾಮಸ್ಥರು ಒತ್ತಾಯಿಸಿದ್ದಾರೆ. ಘಟನೆಯಿಂದ ಗ್ರಾಮದಲ್ಲಿ ಆತಂಕದ ವಾತಾವರಣ ಉಂಟಾಗಿದೆ. ಹೆಚ್ಚಿನ ಪೊಲೀಸ್ ಬಂದೋಬಸ್ತ್ ಏರ್ಪಡಿಸಲಾಗಿದೆ. ಸುಮಾರು ಬಿ.ಕೆ ಆದರ ಪತ್ರ ವಿರುದ್ಧ ಭಾರತೀಯ ನ್ಯಾಯ ಸಂಹಿತೆ ಕಲಂ 329 (3), (4), 115 (2) (ಸ್ವಯಂಪ್ರೇರಿತವಾಗಿ ಗಾಯಗೊಳಿಸುವುದು), 118 (1) ಅಪರಾಧಿಕ ಬಲ ಪ್ರಯೋಗ, 74 (ಮಹಿಳೆಯ ಘನತೆಗೆ ಭಂಗ) ಕಲಂಗಳ ಅಡಿಯಲ್ಲಿ ಪ್ರಕರಣ ದಾಖಲಿಸಿಕೊಂಡು ತನಿಖೆ ನಡೆಸಲಾಗುತ್ತಿದೆ ಎಂದು ಅಧಿಕಾರಿಗಳು ಮಾಹಿತಿ ನೀಡಿದ್ದಾರೆ. (1007, 366, 1317, 606)
weather-high-1: 23 (1093, 39, 1109, 54)
row-top-main (214, 96, 1325, 1158)
story-bhoomi-body-1: ಸರ್ಕಾರ ಎಸ್ಟೇಟ್ ಟೌನ್‌ಶಿಪ್ ಮಾಡುವುದಕ್ಕೆ ರೈತರಿಂದ ಒಂದಿಂಚೂ ಭೂಮಿಯನ್ನೂ ಕಬಳಿಕೆಯನ್ನು ಸಾಧ್ಯ ಬಿಡುವುದಿಲ್ಲ ಎಂದು ಜೆಡಿಎಸ್ ಮುಖಂಡರು ಎಚ್ಚರಿಸಿದರು. (222, 431, 374, 483)
story-maralavadi-dateline: ಚಾಮರಾಜನಗರ: (693, 1245, 740, 1256)
kirusuddi-header (14, 96, 205, 122)
story-rice-body-3: ಕಾಡಾನೆ ಹಾವಳಿ ತಡೆಗೆ ಸೂಕ್ತ ಕ್ರಮ ಕೈಗೊಳ್ಳಬೇಕು ಎಂದು ಗ್ರಾಮಸ್ಥರು ಒತ್ತಾಯಿಸಿದ್ದಾರೆ. ಸರ್ಕಾರದಿಂದ ತುರ್ತು ಪರಿಹಾರ ಬಿಡುಗಡೆ ಮಾಡಬೇಕು ಎಂದು ಕೋರಿದ್ದಾರೆ. (358, 1132, 629, 1156)
story-bhoomi-headline: ಭೂಮಿ ಕಬಳಿಸಲು ಬಿಡಲ್ಲ (483, 381, 726, 415)
story-democracy-kicker: ಪ್ರಜಾಪ್ರಭುತ್ವ ಉಳಿಸಿ, ಸಹಿ ಸಂಗ್ರಹ ಅಭಿಯಾನ (824, 736, 1025, 753)
brief-body: ಅಕ್ರಮವಾಗಿ ಗಾಂಜಾ ಮಾರಾಟ ಮಾಡುತ್ತಿದ್ದ ಇಬ್ಬರು ಆರೋಪಿಗಳನ್ನು ಬಂಧಿಸಿ 600 ಗ್ರಾಂ ಗಾಂಜಾ ಹಾಗೂ 35 ಸಾವಿರ ರೂ. ನಗದು ವಶಪಡಿಸಿಕೊಳ್ಳಲಾಗಿದೆ. ಎನ್‌ಡಿಪಿಎಸ್ ಕಾಯ್ದೆಯಡಿ ಪ್ರಕರಣ ದಾಖಲಿಸಿ ತನಿಖೆ ಮುಂದುವರಿಸಲಾಗಿದೆ. (14, 696, 206, 748)
jds-box-title-1: ಜೆಡಿಎಸ್ ರೈತರ ಪಕ್ಷ (391, 582, 461, 595)
jds-box-body-1: ಯಾವುದೇ ಅಗತ್ಯಕ್ಕೂ ರೈತರ ಜಮೀನು ಕಸಿದುಕೊಳ್ಳುವ ಪ್ರಯತ್ನಕ್ಕೆ ಜೆಡಿಎಸ್ ಸಂಪೂರ್ಣ ವಿರೋಧ ವ್ಯಕ್ತಪಡಿಸುತ್ತದೆ. ರೈತರ ಹಿತ ಕಾಯುವುದು ಪಕ್ಷದ ಮೊದಲ ಆದ್ಯತೆ ಎಂದು ಮುಖಂಡರು ತಿಳಿಸಿದರು. (391, 599, 820, 624)
brief-dateline: ರಾಮನಗರ: (27, 696, 59, 707)
story-rice-dateline: ಕನಕಪುರ: (236, 996, 263, 1007)
star-icon: ✦ (69, 18, 91, 40)
story-rice-body: ಇಲ್ಲಿನ ರೈತರ ಮನೆಗೆ ನುಗ್ಗಿದ ಕಾಡಾನೆ ಒಂದು ಮನೆಯಲ್ಲಿ ಸಂಗ್ರಹಿಸಿ ಇಟ್ಟಿದ್ದ ಭತ್ತವನ್ನು ತಿಂದು ಹಾನಿ ಮಾಡಿದ ಘಟನೆ ನಡೆದಿದೆ. ರಾತ್ರಿ ವೇಳೆ ಅರಣ್ಯದಿಂದ ಹೊರಬಂದ ಆನೆ ಮನೆಯ ಗೋಡೆ ಒಡೆದು ಒಳನುಗ್ಗಿದೆ. (222, 996, 350, 1061)
story-rice: ಮನೆಯಲ್ಲಿದ್ದ ಭತ್ತ ತಿಂದ ಆನೆ ◆ ಕನಕಪುರ: ಇಲ್ಲಿನ ರೈತರ ಮನೆಗೆ ನುಗ್ಗಿದ ಕಾಡಾನೆ ಒಂದು ಮನೆಯಲ್ಲಿ ಸಂಗ್ರಹಿಸಿ ಇಟ್ಟಿದ್ದ ಭತ್ತವನ್ನು ತಿಂದು ಹಾನಿ ಮಾಡಿದ ಘಟನೆ ನಡೆದಿದೆ. ರಾತ್ರಿ ವೇಳೆ ಅರಣ್ಯದಿಂದ ಹೊರಬಂದ ಆನೆ ಮನೆಯ ಗೋಡೆ ಒಡೆದು ಒಳನುಗ್ಗಿದೆ. ಗ್ರಾಮದ ಹೊರವಲಯದಲ್ಲಿ ಹೊಲಕ್ಕೆ ಸಂಗ್ರಹಿಸಿದ್ದ ಭತ್ತವನ್ನು ಕೆಲವು ದಿನಗಳಿಂದ ತಿಂದು ಹಾಕಿದೆ. ರೈತರ ದೂರಿನ ಮೇರೆಗೆ ಅರಣ್ಯ ಇಲಾಖೆ ಅಧಿಕಾರಿಗಳು ಸ್ಥಳಕ್ಕೆ ಭೇಟಿ ನೀಡಿ ಪರಿಶೀಲನೆ ನಡೆಸಿದರು. ಪರಿಹಾರ ನೀಡುವ ಭರವಸೆ ನೀಡಿದರು. ಕಾಡಾನೆ ಹಾನಿಗೊಳಿಸಿದ ಭತ್ತದ ದೃಶ್ಯ. ಕಾಡಾನೆ ಹಾವಳಿ ತಡೆಗೆ ಸೂಕ್ತ ಕ್ರಮ ಕೈಗೊಳ್ಳಬೇಕು ಎಂದು ಗ್ರಾಮಸ್ಥರು ಒತ್ತಾಯಿಸಿದ್ದಾರೆ. ಸರ್ಕಾರದಿಂದ ತುರ್ತು ಪರಿಹಾರ ಬಿಡುಗಡೆ ಮಾಡಬೇಕು ಎಂದು ಕೋರಿದ್ದಾರೆ. (222, 955, 639, 1158)
story-maralavadi-caption: ಮರಳವಾಡಿ ಸಹಕಾರ ಸಂಘದ ವಾರ್ಷಿಕ ಮಹಾಸಭೆಯಲ್ಲಿ ಪದಾಧಿಕಾರಿಗಳು ಭಾಗವಹಿಸಿದ್ದರು. (970, 1453, 1196, 1463)
brief-title: ಹಣಕಾಗಿ ಸಹೋದ್ಯೋಗಿಗೆ ಬಾಕು ಇರಿತ: ಜೈಲು ಶಿಕ್ಷೆ (40, 335, 179, 376)
brief-item-1: ಗಂಟಕನದೊಡ್ಡಿಯಲ್ಲಿ ಗೊಂಬೆ ಪ್ರದರ್ಶನ ◆ ಚಾಮರಾಜನಗರ: ಬೆಂಗಳೂರು ದಕ್ಷಿಣ ಎಚ್‌ಎಂಟಿ ಸುಮಂಗಲಿ ಗಂಟಕನದೊಡ್ಡಿ ಗ್ರಾಮದ ಶ್ರೀ ಚಾಮುಂಡೇಶ್ವರಿ ದೇವಸ್ಥಾನದ ಆವರಣದಲ್ಲಿ ಗೊಂಬೆ ಪ್ರದರ್ಶನ ಆಯೋಜಿಸಲಾಗಿತ್ತು. ಗ್ರಾಮದ ಗೊಂಬೆ ಕಲಾ ತಂಡಗಳಿಂದ ಹಲವಾರು ಪ್ರಕಾರದ ಗೊಂಬೆಗಳನ್ನು ಜೋಡಿಸಿ ಪ್ರದರ್ಶನಕ್ಕೆ ಇಡಲಾಗಿತ್ತು. ಸಾಂಪ್ರದಾಯಿಕ ಶೈಲಿಯಲ್ಲಿ ದಸರಾ ಗೊಂಬೆ ಕೂರಿಸುವ ಪದ್ಧತಿಯನ್ನು ಗ್ರಾಮಸ್ಥರು ಮುಂದುವರಿಸಿಕೊಂಡು ಬಂದಿದ್ದಾರೆ. ಮಕ್ಕಳು, ಮಹಿಳೆಯರು ಹೆಚ್ಚಿನ ಸಂಖ್ಯೆಯಲ್ಲಿ ಭಾಗವಹಿಸಿ ಪ್ರದರ್ಶನವನ್ನು ವೀಕ್ಷಿಸಿದರು. ಗ್ರಾಮ ಪಂಚಾಯಿತಿ ಸದಸ್ಯರು, ದೇವಸ್ಥಾನ ಸಮಿತಿ ಪದಾಧಿಕಾರಿಗಳು ಉಪಸ್ಥಿತರಿದ್ದರು. ಪ್ರದರ್ಶನದಲ್ಲಿ ನಾಡಿನ ಸಂಸ್ಕೃತಿಯನ್ನು ಬಿಂಬಿಸುವ ಗೊಂಬೆಗಳು ವಿಶೇಷ ಆಕರ್ಷಣೆಯಾಗಿದ್ದವು. (14, 127, 206, 317)
edition-title: ಬೆಂ.ಗ್ರಾಮಾಂತರ-ರಾಮನಗರ-ಚಾಮರಾಜನಗರ (457, 30, 859, 61)
deity-photo (1127, 136, 1317, 321)
story-rice-body-2: ಗ್ರಾಮದ ಹೊರವಲಯದಲ್ಲಿ ಹೊಲಕ್ಕೆ ಸಂಗ್ರಹಿಸಿದ್ದ ಭತ್ತವನ್ನು ಕೆಲವು ದಿನಗಳಿಂದ ತಿಂದು ಹಾಕಿದೆ. ರೈತರ ದೂರಿನ ಮೇರೆಗೆ ಅರಣ್ಯ ಇಲಾಖೆ ಅಧಿಕಾರಿಗಳು ಸ್ಥಳಕ್ಕೆ ಭೇಟಿ ನೀಡಿ ಪರಿಶೀಲನೆ ನಡೆಸಿದರು. ಪರಿಹಾರ ನೀಡುವ ಭರವಸೆ ನೀಡಿದರು. (222, 1069, 350, 1148)
story-bhoomi-body-7: ಪ್ರತಿಭಟನೆಯಲ್ಲಿ ಜೆಡಿಎಸ್ ಮುಖಂಡರು ಎ. ಮಂಜು, ಡಿ.ಎಸ್.ಗಣೇಶ್, ಎಲ್.ಆರ್.ಶಿವರಾಮೇಗೌಡ, ಟಿ.ಎಸ್. ಪುಟ್ಟಸ್ವಾಮಿ, ರೈತ ಸಂಘದ ಮುಖಂಡರು ಹಾಗೂ ನೂರಾರು ರೈತರು, ಮಹಿಳೆಯರು ಭಾಗವಹಿಸಿದ್ದರು. (837, 577, 987, 629)
story-bhoomi: ಬಿಡದಿ ಟೌನ್‌ಶಿಪ್‌ಗೆ ರೈತರ ವಿರೋಧ | ಜೆಡಿಎಸ್ ಪ್ರತಿಭಟನೆ ಭೂಮಿ ಕಬಳಿಸಲು ಬಿಡಲ್ಲ ◆ ರಾಮನಗರ: ಸರ್ಕಾರ ಎಸ್ಟೇಟ್ ಟೌನ್‌ಶಿಪ್ ಮಾಡುವುದಕ್ಕೆ ರೈತರಿಂದ ಒಂದಿಂಚೂ ಭೂಮಿಯನ್ನೂ ಕಬಳಿಕೆಯನ್ನು ಸಾಧ್ಯ ಬಿಡುವುದಿಲ್ಲ ಎಂದು ಜೆಡಿಎಸ್ ಮುಖಂಡರು ಎಚ್ಚರಿಸಿದರು. ಬಿಡದಿ ಬಳಿ ಪ್ರಸ್ತಾವಿತ ಬೃಹತ್ ಟೌನ್‌ಶಿಪ್ ಯೋಜನೆಗೆ ಒಂದಿಂಚೂ ಭೂಮಿಯನ್ನು ನೀಡುವುದಿಲ್ಲ ಎಂದು ರೈತರು ನಗರದಲ್ಲಿ ಬೃಹತ್ ಪ್ರತಿಭಟನೆ ನಡೆಸಿದರು. ಸರ್ಕಾರ ರೈತರ ಜಮೀನು ವಶಪಡಿಸಿಕೊಳ್ಳುವ ಪ್ರಯತ್ನ ಕೈಬಿಡಬೇಕು ಎಂದು ಆಗ್ರಹಿಸಿದರು. ಪ್ರತಿಭಟನೆಯಲ್ಲಿ ನೂರಾರು ರೈತರು ಭಾಗವಹಿಸಿದ್ದರು. ಭೂಸ್ವಾಧೀನ ಅಧಿಸೂಚನೆಯನ್ನು ತಕ್ಷಣ ಹಿಂಪಡೆಯಬೇಕು ಎಂದು ಒತ್ತಾಯಿಸಿದರು. ನೂರಾರು ವರ್ಷಗಳಿಂದ ಭೂಮಿಯನ್ನು ನಂಬಿಕೊಂಡು ಜೀವನ ಸಾಗಿಸುತ್ತಿರುವ ರೈತರ ಬದುಕಿಗೆ ದಿನಕ್ಕೆ ಆರ್ಥಿಕ ಮಾರಕ ದಬ್ಬಾಳಿಕೆ ಎಂದು ಆರೋಪಿಸಿದರು. ಜಮೀನು ಕಳೆದುಕೊಂಡರೆ ಕುಟುಂಬಗಳು ಬೀದಿಗೆ ಬೀಳುತ್ತವೆ. ರೈತರ ಅನುಮತಿ ಇಲ್ಲದೆ ಯಾವುದೇ ಯೋಜನೆ ಜಾರಿ ಮಾಡಬಾರದು ಎಂದರು. ರೈತರ ಭೂಮಿಯ ಮಾರಾಟ ಮಾಡುವುದಕ್ಕೆ ಆದೇಶ ಮಾಡಿದ್ದು ಯಾರು? ಅವರ ಮಕ್ಕಳ ಜನಪ್ರತಿನಿಧಿಗಳು ಉತ್ತರ ನೀಡಬೇಕು ಎಂದು ಪ್ರಶ್ನಿಸಿದರು. ಜೆಡಿಎಸ್ ರೈತರ ಪಕ್ಷ ಯಾವುದೇ ಅಗತ್ಯಕ್ಕೂ ರೈತರ ಜಮೀನು ಕಸಿದುಕೊಳ್ಳುವ ಪ್ರಯತ್ನಕ್ಕೆ ಜೆಡಿಎಸ್ ಸಂಪೂರ್ಣ ವಿರೋಧ ವ್ಯಕ್ತಪಡಿಸುತ್ತದೆ. ರೈತರ ಹಿತ ಕಾಯುವುದು ಪಕ್ಷದ ಮೊದಲ ಆದ್ಯತೆ ಎಂದು ಮುಖಂಡರು ತಿಳಿಸಿದರು. ರೈತರೆ, ಎದುಗಂಡಿಡಿ ಯಾವುದೇ ಅಗತ್ಯಕ್ಕೂ ರೈತರು ಎದೆಗುಂದದೆ ಹೋರಾಟ ಮುಂದುವರಿಸಬೇಕು. ಸಂಘಟಿತ ಹೋರಾಟದಿಂದ ಮಾತ್ರ ನ್ಯಾಯ ಸಿಗಲಿದೆ ಎಂದು ಅವರು ಕರೆ ನೀಡಿದರು. ಏನು ಮಾಡುತ್ತೀರಿ, ಶ್ರೀ ಬಂದಿಗೆ ಬೆಂಗಳೂರು ಆದಕ್ಕೆ ಸಾಮಾನ್ಯ ಸಮಸ್ಯೆ ಮಾಡುತ್ತಿದ್ದಾರೆ? ಜೆಡಿಎಸ್ ಪಕ್ಷ ರೈತರ ಪರ ಹೋರಾಟ ಮುಂದುವರಿಸಲಿದೆ. 10 ಸಾವಿರಕ್ಕೂ ಹೆಚ್ಚು ಎಕರೆ ಜಮೀನು ಸ್ವಾಧೀನಪಡಿಸಿಕೊಳ್ಳುವ ಪ್ರಸ್ತಾಪವನ್ನು ಕೈಬಿಡಬೇಕು ಎಂದರು. ಕೇಂದ್ರ ಸಚಿವ ಎಚ್.ಡಿ.ಕುಮಾರಸ್ವಾಮಿ ಅವರ ನೇತೃತ್ವದಲ್ಲಿ ಹೋರಾಟ ಮುಂದುವರಿಯಲಿದೆ. ರೈತರ ಪರವಾಗಿ ಕಾನೂನು ಹೋರಾಟವನ್ನೂ ನಡೆಸಲಾಗುವುದು ಎಂದು ಮುಖಂಡರು ಹೇಳಿದರು. ಭೂಸ್ವಾಧೀನ ಕೈಬಿಡದಿದ್ದರೆ ಉಗ್ರ ಹೋರಾಟ ಅನಿವಾರ್ಯ ಎಂದು ಎಚ್ಚರಿಸಿದರು. ಪ್ರತಿಭಟನೆಯಲ್ಲಿ ಜೆಡಿಎಸ್ ಮುಖಂಡರು ಎ. ಮಂಜು, ಡಿ.ಎಸ್.ಗಣೇಶ್, ಎಲ್.ಆರ್.ಶಿವರಾಮೇಗೌಡ, ಟಿ.ಎಸ್. ಪುಟ್ಟಸ್ವಾಮಿ, ರೈತ ಸಂಘದ ಮುಖಂಡರು ಹಾಗೂ ನೂರಾರು ರೈತರು, ಮಹಿಳೆಯರು ಭಾಗವಹಿಸಿದ್ದರು. (222, 365, 997, 718)
publication-date: 29 ಸೆಪ್ಟೆಂಬರ್ 2024 (1226, 26, 1316, 40)
row-four (222, 955, 1317, 1158)
story-bhoomi-dateline: ರಾಮನಗರ: (244, 431, 277, 442)
story-maralavadi-kicker: ಮರಳವಾಡಿ ಸಹಕಾರ ಸಂಘದ ವಾರ್ಷಿಕ ಸಭೆ (900, 1176, 1105, 1194)
meeting-photo (222, 96, 522, 308)
maralavadi-banner (870, 1261, 1296, 1286)
story-ganiga: ಗಾಣಿಗ ಎಂದು ನಮೂದಿಸಿ ◆ ಚಾಮರಾಜನಗರ: ಸರ್ಕಾರಿ ದಾಖಲೆಗಳಲ್ಲಿ ಜಾತಿ ಗಣತಿ ಸಂದರ್ಭದಲ್ಲಿ ಗಾಣಿಗ ಎಂದು ನಮೂದಿಸಬೇಕು ಎಂದು ಸಮುದಾಯದ ಮುಖಂಡರು ಮನವಿ ಮಾಡಿದ್ದಾರೆ. ಜಾತಿ ಕಾಲಂನಲ್ಲಿ ಬೇರೆ ಉಪಜಾತಿ ನಮೂದಿಸಿದರೆ ಸಮುದಾಯಕ್ಕೆ ಅನ್ಯಾಯವಾಗುತ್ತದೆ ಎಂದು ತಿಳಿಸಿದರು. ಗಣತಿಯಲ್ಲಿ ಭಾಗವಹಿಸಿ ಸರಿಯಾದ ಮಾಹಿತಿ ನೀಡಬೇಕು. ಸಮುದಾಯದ ಜನಸಂಖ್ಯೆ ನಿಖರವಾಗಿ ದಾಖಲಾದರೆ ಸರ್ಕಾರದ ಸೌಲಭ್ಯಗಳು ಸಿಗಲಿವೆ ಎಂದು ಹೇಳಿದರು. ಎಲ್ಲರೂ ಒಗ್ಗಟ್ಟಿನಿಂದ ಸಹಕರಿಸಬೇಕು ಎಂದು ಕೋರಿದರು. ಸಭೆಯಲ್ಲಿ ಸಮುದಾಯದ ಮುಖಂಡರು, ಪದಾಧಿಕಾರಿಗಳು ಹಾಗೂ ಸದಸ್ಯರು ಭಾಗವಹಿಸಿದ್ದರು. ಮುಂದಿನ ದಿನಗಳಲ್ಲಿ ಗ್ರಾಮ ಮಟ್ಟದಲ್ಲಿ ಸಭೆ ನಡೆಸಿ ಜಾಗೃತಿ ಮೂಡಿಸಲು ನಿರ್ಧರಿಸಲಾಯಿತು. (639, 955, 983, 1158)
brief-item-2: ಹಣಕಾಗಿ ಸಹೋದ್ಯೋಗಿಗೆ ಬಾಕು ಇರಿತ: ಜೈಲು ಶಿಕ್ಷೆ ◆ ರಾಮನಗರ: ಹಣಕ್ಕಾಗಿ ಜಗಳವಾಡಿ ಸಹೋದ್ಯೋಗಿಗೆ ಬಾಕುವಿನಿಂದ ಇರಿದು ಗಾಯಗೊಳಿಸಿದ ಆರೋಪಿಗೆ ನ್ಯಾಯಾಲಯ 10 ವರ್ಷ ಜೈಲು ಶಿಕ್ಷೆ ವಿಧಿಸಿದೆ. ಪ್ರಕರಣ ಸಂಬಂಧ ಆರೋಪಿಗೆ 10 ಸಾವಿರ ರೂ. ದಂಡವನ್ನೂ ವಿಧಿಸಲಾಗಿದೆ. ದಂಡ ಪಾವತಿಸಲು ವಿಫಲವಾದರೆ ಹೆಚ್ಚುವರಿ ಆರು ತಿಂಗಳ ಶಿಕ್ಷೆ ಅನುಭವಿಸಬೇಕು ಎಂದು ನ್ಯಾಯಾಧೀಶರು ಆದೇಶದಲ್ಲಿ ತಿಳಿಸಿದ್ದಾರೆ. 2019ರ ಸಾಲಿನಲ್ಲಿ ನಡೆದ ಘಟನೆಯಲ್ಲಿ ಗಾಯಾಳು ಆಸ್ಪತ್ರೆಗೆ ದಾಖಲಾಗಿದ್ದರು. ಪೊಲೀಸರು ತನಿಖೆ ನಡೆಸಿ ಆರೋಪಪಟ್ಟಿ ಸಲ್ಲಿಸಿದ್ದರು. ಸಾಕ್ಷಿಗಳ ಹೇಳಿಕೆ ಮತ್ತು ವೈದ್ಯಕೀಯ ವರದಿಗಳ ಆಧಾರದ ಮೇಲೆ ಶಿಕ್ಷೆ ಪ್ರಕಟಿಸಲಾಗಿದೆ ಎಂದು ಸರ್ಕಾರಿ ಅಭಿಯೋಜಕರು ತಿಳಿಸಿದರು. (14, 335, 205, 512)
